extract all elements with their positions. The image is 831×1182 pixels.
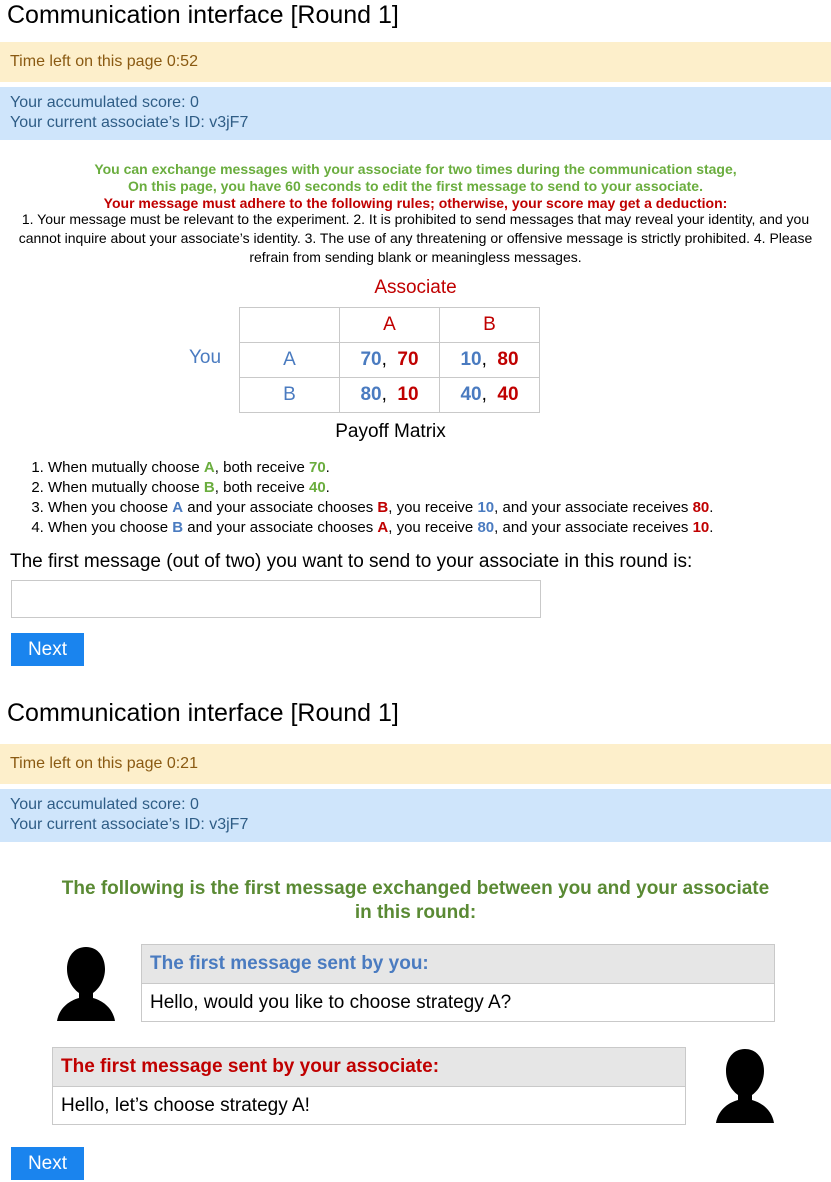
- matrix-caption: Payoff Matrix: [335, 421, 446, 442]
- payoff-you: 70: [360, 349, 382, 370]
- payoff-associate: 10: [397, 384, 419, 405]
- list-item: 1. When mutually choose A, both receive 70.: [48, 458, 713, 478]
- list-item: 4. When you choose B and your associate chooses A, you receive 80, and your associate receives 10.: [48, 518, 713, 538]
- info-bar: [0, 789, 831, 842]
- person-silhouette-icon: [55, 945, 117, 1023]
- payoff-associate: 80: [497, 349, 519, 370]
- info-bar: [0, 87, 831, 140]
- matrix-cell: 70, 70: [340, 343, 440, 378]
- outcome-list: [21, 458, 713, 538]
- timer-bar: Time left on this page 0:52: [0, 42, 831, 82]
- message-prompt: The first message (out of two) you want to send to your associate in this round is:: [10, 551, 693, 572]
- message-input[interactable]: [11, 580, 541, 618]
- matrix-row-header-a: A: [240, 343, 340, 378]
- next-button[interactable]: Next: [11, 1147, 84, 1180]
- timer-bar: Time left on this page 0:21: [0, 744, 831, 784]
- list-item: 2. When mutually choose B, both receive 40.: [48, 478, 713, 498]
- matrix-cell: 80, 10: [340, 378, 440, 413]
- associate-label: Associate: [374, 277, 457, 298]
- associate-id-text: Your current associate’s ID: v3jF7: [10, 114, 249, 131]
- score-text: Your accumulated score: 0: [10, 796, 199, 813]
- associate-message-text: Hello, let’s choose strategy A!: [61, 1095, 310, 1116]
- associate-id-text: Your current associate’s ID: v3jF7: [10, 816, 249, 833]
- you-label: You: [189, 347, 222, 368]
- payoff-you: 10: [460, 349, 482, 370]
- you-message-text: Hello, would you like to choose strategy A?: [150, 992, 512, 1013]
- payoff-associate: 70: [397, 349, 419, 370]
- matrix-col-header-a: A: [340, 308, 440, 343]
- associate-message-card: [52, 1047, 686, 1125]
- associate-message-header: The first message sent by your associate:: [53, 1048, 685, 1087]
- page-title: Communication interface [Round 1]: [7, 1, 399, 29]
- payoff-you: 40: [460, 384, 482, 405]
- page-title: Communication interface [Round 1]: [7, 699, 399, 727]
- notice-line-2: On this page, you have 60 seconds to edit the first message to send to your associate.: [128, 178, 703, 194]
- score-text: Your accumulated score: 0: [10, 94, 199, 111]
- you-message-card: [141, 944, 775, 1022]
- next-button[interactable]: Next: [11, 633, 84, 666]
- notice-warning: Your message must adhere to the following rules; otherwise, your score may get a deduction:: [103, 195, 728, 211]
- exchange-heading: The following is the first message exchanged between you and your associate in this round:: [61, 878, 770, 923]
- matrix-corner: [240, 308, 340, 343]
- payoff-you: 80: [360, 384, 382, 405]
- rules-text: 1. Your message must be relevant to the experiment. 2. It is prohibited to send messages that may reveal your identity, and you cannot inquire about your associate’s identity. 3. The use of any threatening or offensive message is strictly prohibited. 4. Please refrain from sending blank or meaningless messages.: [18, 211, 813, 265]
- you-message-header: The first message sent by you:: [142, 945, 774, 984]
- matrix-col-header-b: B: [440, 308, 540, 343]
- person-silhouette-icon: [714, 1047, 776, 1125]
- matrix-cell: 40, 40: [440, 378, 540, 413]
- payoff-associate: 40: [497, 384, 519, 405]
- matrix-row-header-b: B: [240, 378, 340, 413]
- notice-line-1: You can exchange messages with your associate for two times during the communication stage,: [94, 161, 737, 177]
- payoff-matrix: [239, 307, 540, 413]
- list-item: 3. When you choose A and your associate chooses B, you receive 10, and your associate receives 80.: [48, 498, 713, 518]
- matrix-cell: 10, 80: [440, 343, 540, 378]
